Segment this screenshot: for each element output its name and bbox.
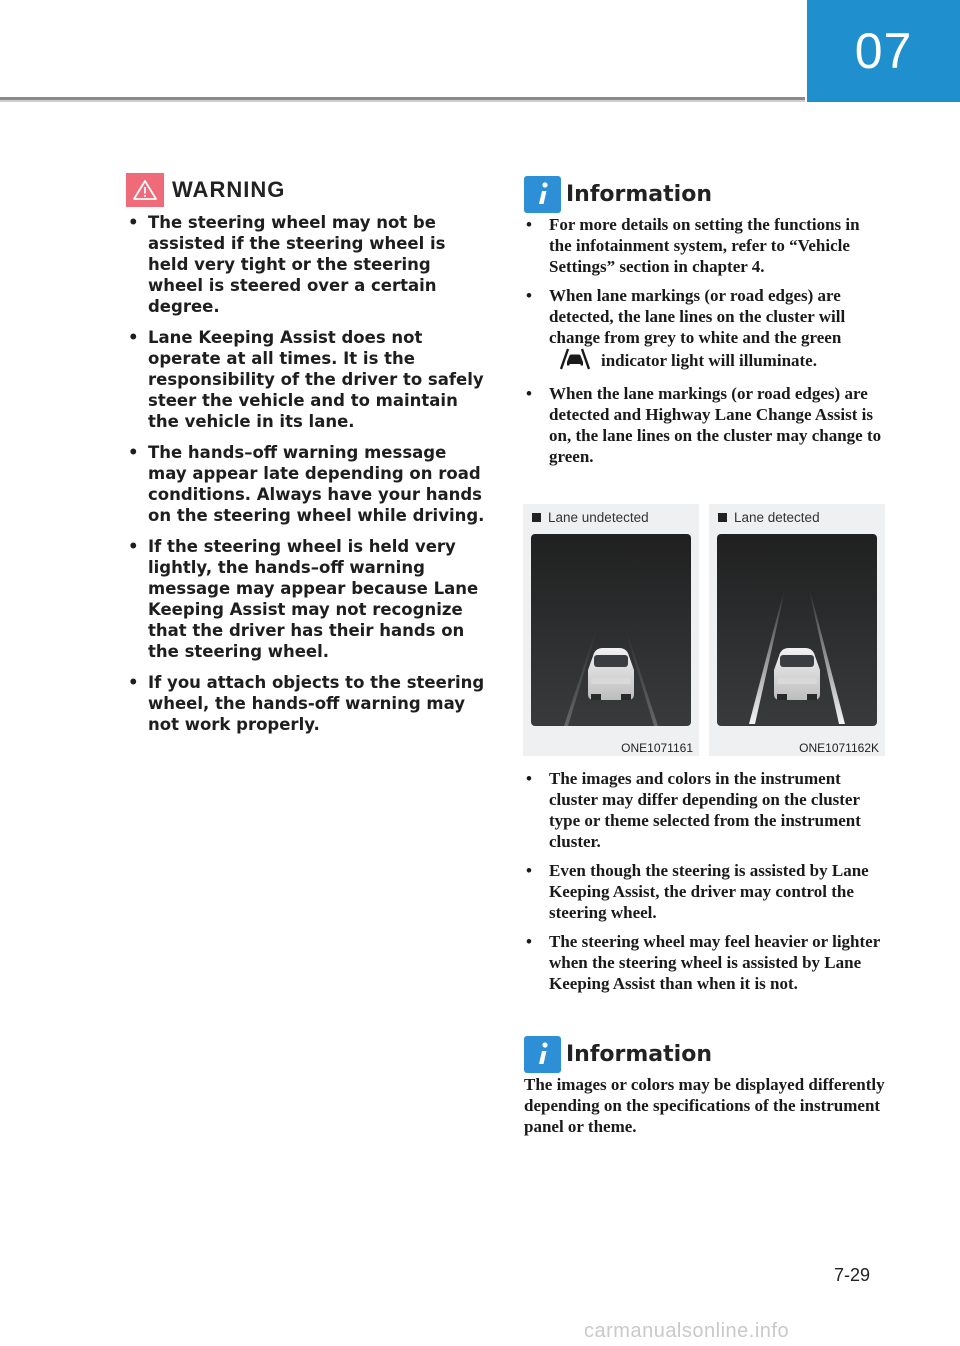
figure-lane-undetected	[523, 504, 699, 756]
chapter-number: 07	[854, 23, 913, 79]
info-header	[524, 1034, 712, 1074]
info-list	[524, 214, 884, 475]
header-rule-shadow	[0, 100, 805, 102]
warning-icon	[126, 173, 164, 207]
list-item: • For more details on setting the functions in the infotainment system, refer to “Vehicle Settings” section in chapter 4.	[524, 214, 884, 277]
list-item: • The images and colors in the instrument cluster may differ depending on the cluster type or theme selected from the instrument cluster.	[524, 768, 884, 852]
figure-caption: Lane undetected	[548, 510, 649, 525]
list-item-text: When lane markings (or road edges) are detected, the lane lines on the cluster will change from grey to white and the green	[549, 286, 846, 347]
page-number: 7-29	[834, 1265, 871, 1285]
info-title: Information	[566, 1041, 712, 1067]
chapter-tab	[807, 0, 960, 102]
cluster-screen	[717, 534, 877, 726]
warning-list	[128, 212, 490, 745]
info-text: The images or colors may be displayed differently depending on the specifications of the instrument panel or theme.	[524, 1075, 885, 1136]
info-icon	[524, 1036, 561, 1073]
caption-bullet-icon	[718, 513, 727, 522]
watermark: carmanualsonline.info	[584, 1320, 790, 1342]
list-item: • Lane Keeping Assist does not operate at all times. It is the responsibility of the driver to safely steer the vehicle and to maintain the vehicle in its lane.	[128, 327, 490, 432]
caption-bullet-icon	[532, 513, 541, 522]
warning-title: WARNING	[172, 177, 286, 202]
list-item: • When the lane markings (or road edges) are detected and Highway Lane Change Assist is on, the lane lines on the cluster may change to green.	[524, 383, 884, 467]
list-item-text: indicator light will illuminate.	[601, 351, 817, 370]
info-header	[524, 174, 712, 214]
list-item: • The steering wheel may feel heavier or lighter when the steering wheel is assisted by Lane Keeping Assist than when it is not.	[524, 931, 884, 994]
car-icon	[774, 648, 820, 700]
figure-code: ONE1071161	[621, 741, 693, 755]
figure-code: ONE1071162K	[799, 741, 879, 755]
figure-caption: Lane detected	[734, 510, 820, 525]
warning-header	[126, 172, 285, 208]
list-item: • The hands–off warning message may appear late depending on road conditions. Always have your hands on the steering wheel while driving.	[128, 442, 490, 526]
cluster-screen	[531, 534, 691, 726]
car-icon	[588, 648, 634, 700]
notes-list	[524, 768, 884, 1002]
info-icon	[524, 176, 561, 213]
info-title: Information	[566, 181, 712, 207]
list-item: • Even though the steering is assisted by Lane Keeping Assist, the driver may control the steering wheel.	[524, 860, 884, 923]
list-item: • The steering wheel may not be assisted if the steering wheel is held very tight or the steering wheel is steered over a certain degree.	[128, 212, 490, 317]
list-item	[524, 285, 884, 375]
list-item: • If you attach objects to the steering wheel, the hands-off warning may not work properly.	[128, 672, 490, 735]
lane-keeping-indicator-icon	[553, 348, 597, 375]
figure-lane-detected	[709, 504, 885, 756]
lane-figures	[523, 504, 886, 756]
list-item: • If the steering wheel is held very lightly, the hands–off warning message may appear because Lane Keeping Assist may not recognize that the driver has their hands on the steering wheel.	[128, 536, 490, 662]
